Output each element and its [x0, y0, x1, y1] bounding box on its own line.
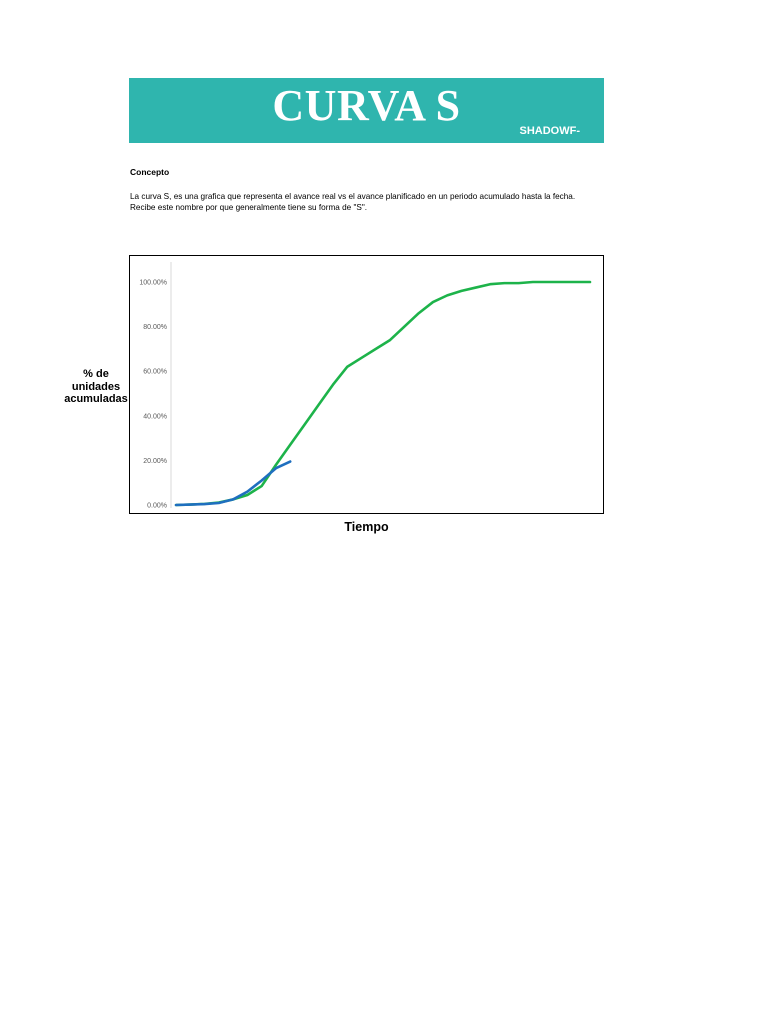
title-banner: [129, 78, 604, 143]
y-tick-label: 40.00%: [143, 413, 167, 421]
concept-paragraph-2: Recibe este nombre por que generalmente tiene su forma de "S".: [130, 202, 368, 212]
chart-canvas: [130, 256, 605, 515]
y-tick-label: 100.00%: [139, 279, 167, 287]
y-tick-label: 60.00%: [143, 368, 167, 376]
planned-series-line: [176, 282, 590, 505]
author-tag: SHADOWF-: [519, 125, 580, 137]
s-curve-chart: [129, 255, 604, 514]
y-tick-label: 80.00%: [143, 324, 167, 332]
y-tick-label: 0.00%: [147, 502, 167, 510]
concept-body: [130, 192, 602, 213]
concept-heading: Concepto: [130, 167, 170, 177]
page-title: CURVA S: [272, 81, 461, 130]
y-axis-label: % de unidades acumuladas: [64, 368, 128, 405]
y-tick-label: 20.00%: [143, 457, 167, 465]
concept-paragraph-1: La curva S, es una grafica que representa el avance real vs el avance planificado en un periodo acumulado hasta la fecha.: [130, 192, 576, 201]
x-axis-label: Tiempo: [344, 520, 389, 534]
